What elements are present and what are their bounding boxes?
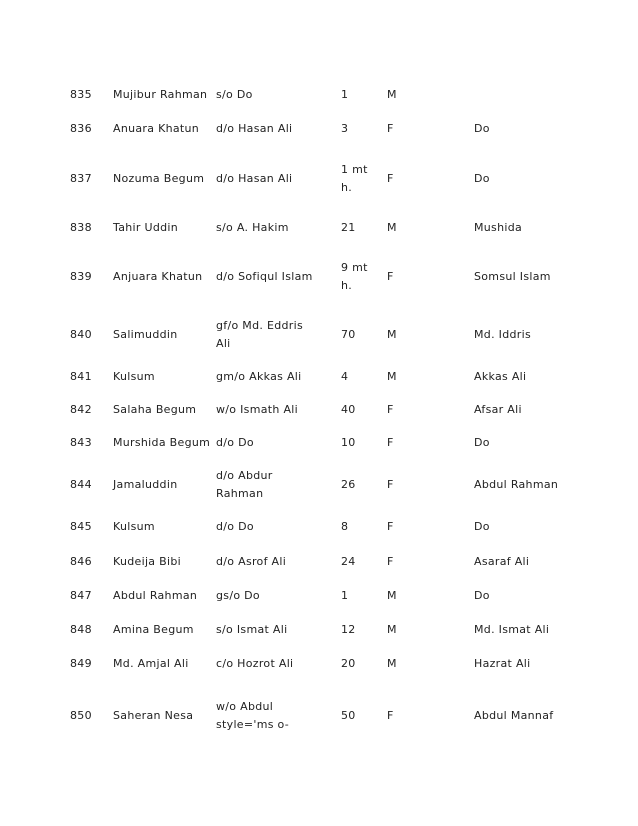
table-row <box>70 460 570 510</box>
serial-number: 844 <box>70 478 92 491</box>
person-name: Amina Begum <box>113 623 194 636</box>
age: 1 <box>341 589 349 602</box>
relation <box>216 310 341 360</box>
serial-number: 835 <box>70 88 92 101</box>
guardian: Do <box>474 436 490 449</box>
relation <box>216 460 341 510</box>
person-name: Kulsum <box>113 520 155 533</box>
relation: s/o Do <box>216 88 253 101</box>
serial-number: 840 <box>70 328 92 341</box>
guardian: Do <box>474 589 490 602</box>
age: 40 <box>341 402 356 416</box>
age-value: 1 mt h. <box>341 163 368 194</box>
person-name: Kulsum <box>113 369 155 383</box>
person-name: Jamaluddin <box>113 478 178 491</box>
person-name: Salimuddin <box>113 328 178 341</box>
table-row <box>70 426 570 460</box>
guardian: Do <box>474 122 490 135</box>
serial-number: 838 <box>70 221 92 234</box>
serial-number: 847 <box>70 589 92 602</box>
guardian: Hazrat Ali <box>474 657 531 670</box>
sex: F <box>387 436 394 449</box>
relation-value: w/o Abdul style='ms o- <box>216 700 290 731</box>
sex: M <box>387 369 397 383</box>
sex: F <box>387 172 394 185</box>
records-table <box>70 78 570 751</box>
person-name: Murshida Begum <box>113 436 211 449</box>
age: 26 <box>341 478 356 491</box>
guardian <box>474 78 570 112</box>
age: 50 <box>341 709 356 722</box>
guardian: Do <box>474 520 490 533</box>
relation: d/o Do <box>216 520 254 533</box>
person-name: Kudeija Bibi <box>113 554 181 568</box>
relation: d/o Sofiqul Islam <box>216 270 313 283</box>
age <box>341 146 387 212</box>
age-value: 9 mt h. <box>341 261 368 292</box>
person-name: Abdul Rahman <box>113 589 198 602</box>
sex: F <box>387 270 394 283</box>
sex: M <box>387 221 397 234</box>
sex: F <box>387 122 394 135</box>
serial-number: 837 <box>70 172 92 185</box>
relation <box>216 681 341 751</box>
age: 20 <box>341 657 356 670</box>
guardian: Asaraf Ali <box>474 554 530 568</box>
sex: M <box>387 328 397 341</box>
guardian: Somsul Islam <box>474 270 551 283</box>
person-name: Md. Amjal Ali <box>113 657 189 670</box>
guardian: Abdul Rahman <box>474 478 559 491</box>
serial-number: 845 <box>70 520 92 533</box>
sex: M <box>387 88 397 101</box>
age: 70 <box>341 328 356 341</box>
table-row <box>70 393 570 426</box>
table-row <box>70 647 570 681</box>
table-row <box>70 510 570 544</box>
table-row <box>70 681 570 751</box>
person-name: Anuara Khatun <box>113 122 200 135</box>
relation-value: gf/o Md. Eddris Ali <box>216 319 303 350</box>
relation: c/o Hozrot Ali <box>216 657 294 670</box>
relation: d/o Asrof Ali <box>216 554 287 568</box>
table-row <box>70 244 570 310</box>
table-row <box>70 78 570 112</box>
sex: M <box>387 623 397 636</box>
relation: d/o Hasan Ali <box>216 122 293 135</box>
person-name: Tahir Uddin <box>113 221 179 234</box>
relation: d/o Do <box>216 436 254 449</box>
relation-value: d/o Abdur Rahman <box>216 469 273 500</box>
relation: d/o Hasan Ali <box>216 172 293 185</box>
relation: s/o Ismat Ali <box>216 623 288 636</box>
age: 24 <box>341 554 356 568</box>
table-row <box>70 613 570 647</box>
person-name: Mujibur Rahman <box>113 88 208 101</box>
serial-number: 848 <box>70 623 92 636</box>
serial-number: 849 <box>70 657 92 670</box>
relation: gs/o Do <box>216 589 260 602</box>
serial-number: 841 <box>70 369 92 383</box>
age: 8 <box>341 520 349 533</box>
sex: F <box>387 709 394 722</box>
table-row <box>70 579 570 613</box>
serial-number: 836 <box>70 122 92 135</box>
serial-number: 839 <box>70 270 92 283</box>
sex: M <box>387 589 397 602</box>
sex: M <box>387 657 397 670</box>
age: 21 <box>341 221 356 234</box>
table-row <box>70 360 570 393</box>
table-row <box>70 212 570 244</box>
guardian: Afsar Ali <box>474 402 522 416</box>
age: 10 <box>341 436 356 449</box>
person-name: Nozuma Begum <box>113 172 205 185</box>
guardian: Mushida <box>474 221 523 234</box>
table-row <box>70 112 570 146</box>
age: 4 <box>341 369 349 383</box>
relation: s/o A. Hakim <box>216 221 289 234</box>
guardian: Abdul Mannaf <box>474 709 554 722</box>
age: 12 <box>341 623 356 636</box>
relation: gm/o Akkas Ali <box>216 369 302 383</box>
guardian: Md. Iddris <box>474 328 531 341</box>
serial-number: 846 <box>70 554 92 568</box>
relation: w/o Ismath Ali <box>216 402 298 416</box>
sex: F <box>387 478 394 491</box>
person-name: Saheran Nesa <box>113 709 194 722</box>
age: 3 <box>341 122 349 135</box>
serial-number: 843 <box>70 436 92 449</box>
person-name: Salaha Begum <box>113 402 197 416</box>
table-row <box>70 146 570 212</box>
serial-number: 850 <box>70 709 92 722</box>
table-row <box>70 310 570 360</box>
person-name: Anjuara Khatun <box>113 270 203 283</box>
table-row <box>70 544 570 579</box>
sex: F <box>387 554 394 568</box>
guardian: Do <box>474 172 490 185</box>
age <box>341 244 387 310</box>
age: 1 <box>341 88 349 101</box>
guardian: Md. Ismat Ali <box>474 623 550 636</box>
serial-number: 842 <box>70 402 92 416</box>
guardian: Akkas Ali <box>474 369 527 383</box>
sex: F <box>387 402 394 416</box>
sex: F <box>387 520 394 533</box>
